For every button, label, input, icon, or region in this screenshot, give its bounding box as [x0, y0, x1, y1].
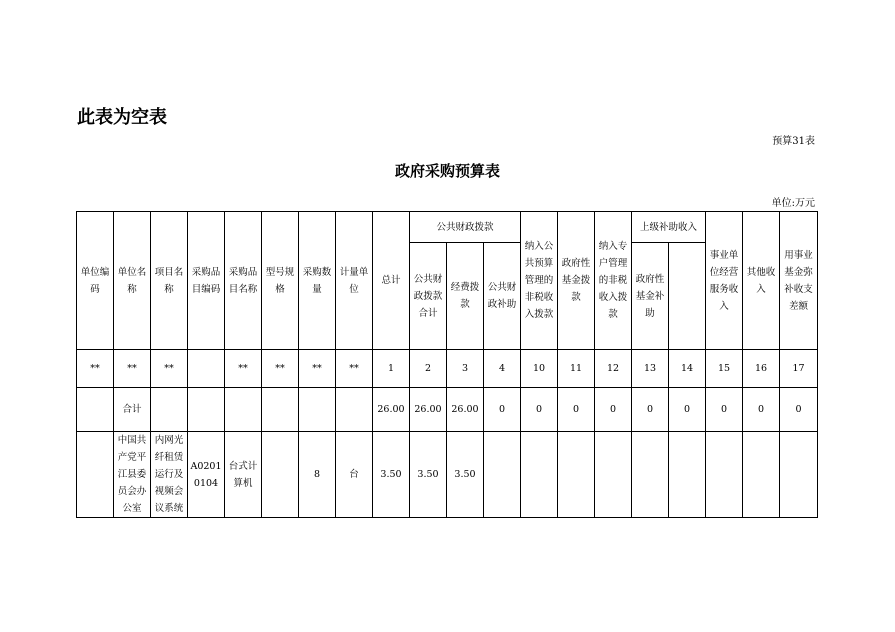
- total-cell: [77, 388, 114, 432]
- code-cell: **: [299, 350, 336, 388]
- code-cell: **: [114, 350, 151, 388]
- code-cell: 2: [410, 350, 447, 388]
- code-row: [77, 350, 818, 388]
- header-non-tax: 纳入公共预算管理的非税收入拨款: [521, 212, 558, 350]
- total-cell: 0: [484, 388, 521, 432]
- total-cell: 0: [521, 388, 558, 432]
- code-cell: **: [225, 350, 262, 388]
- item-cell: [262, 432, 299, 518]
- total-cell: 26.00: [447, 388, 484, 432]
- header-upper-public: 公共财政补助: [484, 243, 521, 350]
- header-upper-group: 上级补助收入: [632, 212, 706, 243]
- header-unit-code: 单位编码: [77, 212, 114, 350]
- header-public-finance-subtotal: 公共财政拨款合计: [410, 243, 447, 350]
- total-cell: 0: [558, 388, 595, 432]
- code-cell: 10: [521, 350, 558, 388]
- item-cell: [669, 432, 706, 518]
- header-row-top: [77, 212, 818, 243]
- code-cell: 14: [669, 350, 706, 388]
- item-cell: 3.50: [410, 432, 447, 518]
- code-cell: 16: [743, 350, 780, 388]
- item-cell: 3.50: [447, 432, 484, 518]
- code-cell: 17: [780, 350, 818, 388]
- procurement-budget-table: [76, 211, 818, 518]
- total-cell: 0: [669, 388, 706, 432]
- table-number: 预算31表: [772, 136, 815, 147]
- header-measure: 计量单位: [336, 212, 373, 350]
- header-other-income: 其他收入: [743, 212, 780, 350]
- item-cell: [484, 432, 521, 518]
- item-cell: [521, 432, 558, 518]
- item-cell: 台式计算机: [225, 432, 262, 518]
- page-title: 政府采购预算表: [394, 162, 500, 180]
- item-cell: 台: [336, 432, 373, 518]
- total-cell: 26.00: [373, 388, 410, 432]
- header-operating: 经费拨款: [447, 243, 484, 350]
- unit-label: 单位:万元: [771, 198, 815, 209]
- header-public-finance-group: 公共财政拨款: [410, 212, 521, 243]
- item-cell: 3.50: [373, 432, 410, 518]
- item-cell: [743, 432, 780, 518]
- header-special-non-tax: 纳入专户管理的非税收入拨款: [595, 212, 632, 350]
- header-unit-name: 单位名称: [114, 212, 151, 350]
- header-reserve-fund: 用事业基金弥补收支差额: [780, 212, 818, 350]
- total-cell: [225, 388, 262, 432]
- code-cell: 11: [558, 350, 595, 388]
- empty-table-note: 此表为空表: [77, 107, 167, 128]
- total-cell: [262, 388, 299, 432]
- total-cell: 0: [743, 388, 780, 432]
- total-cell: 0: [632, 388, 669, 432]
- item-cell: 8: [299, 432, 336, 518]
- code-cell: 3: [447, 350, 484, 388]
- header-business-income: 事业单位经营服务收入: [706, 212, 743, 350]
- total-cell: 0: [780, 388, 818, 432]
- item-cell: [558, 432, 595, 518]
- total-cell: [151, 388, 188, 432]
- item-cell: A02010104: [188, 432, 225, 518]
- header-item-code: 采购品目编码: [188, 212, 225, 350]
- item-cell: [780, 432, 818, 518]
- total-cell: 0: [706, 388, 743, 432]
- item-cell: [595, 432, 632, 518]
- total-cell: 26.00: [410, 388, 447, 432]
- code-cell: **: [77, 350, 114, 388]
- header-project-name: 项目名称: [151, 212, 188, 350]
- code-cell: 12: [595, 350, 632, 388]
- header-total: 总计: [373, 212, 410, 350]
- code-cell: 15: [706, 350, 743, 388]
- item-cell: [706, 432, 743, 518]
- total-row: [77, 388, 818, 432]
- total-cell: [299, 388, 336, 432]
- total-cell: 0: [595, 388, 632, 432]
- code-cell: 1: [373, 350, 410, 388]
- code-cell: **: [336, 350, 373, 388]
- total-cell: [336, 388, 373, 432]
- code-cell: [188, 350, 225, 388]
- total-cell: 合计: [114, 388, 151, 432]
- header-spec: 型号规格: [262, 212, 299, 350]
- code-cell: 13: [632, 350, 669, 388]
- item-cell: [77, 432, 114, 518]
- total-cell: [188, 388, 225, 432]
- item-cell: [632, 432, 669, 518]
- item-cell: 中国共产党平江县委员会办公室: [114, 432, 151, 518]
- header-gov-fund: 政府性基金拨款: [558, 212, 595, 350]
- item-row: [77, 432, 818, 518]
- header-qty: 采购数量: [299, 212, 336, 350]
- header-item-name: 采购品目名称: [225, 212, 262, 350]
- code-cell: **: [262, 350, 299, 388]
- code-cell: **: [151, 350, 188, 388]
- code-cell: 4: [484, 350, 521, 388]
- item-cell: 内网光纤租赁运行及视频会议系统: [151, 432, 188, 518]
- header-upper-fund: 政府性基金补助: [632, 243, 669, 350]
